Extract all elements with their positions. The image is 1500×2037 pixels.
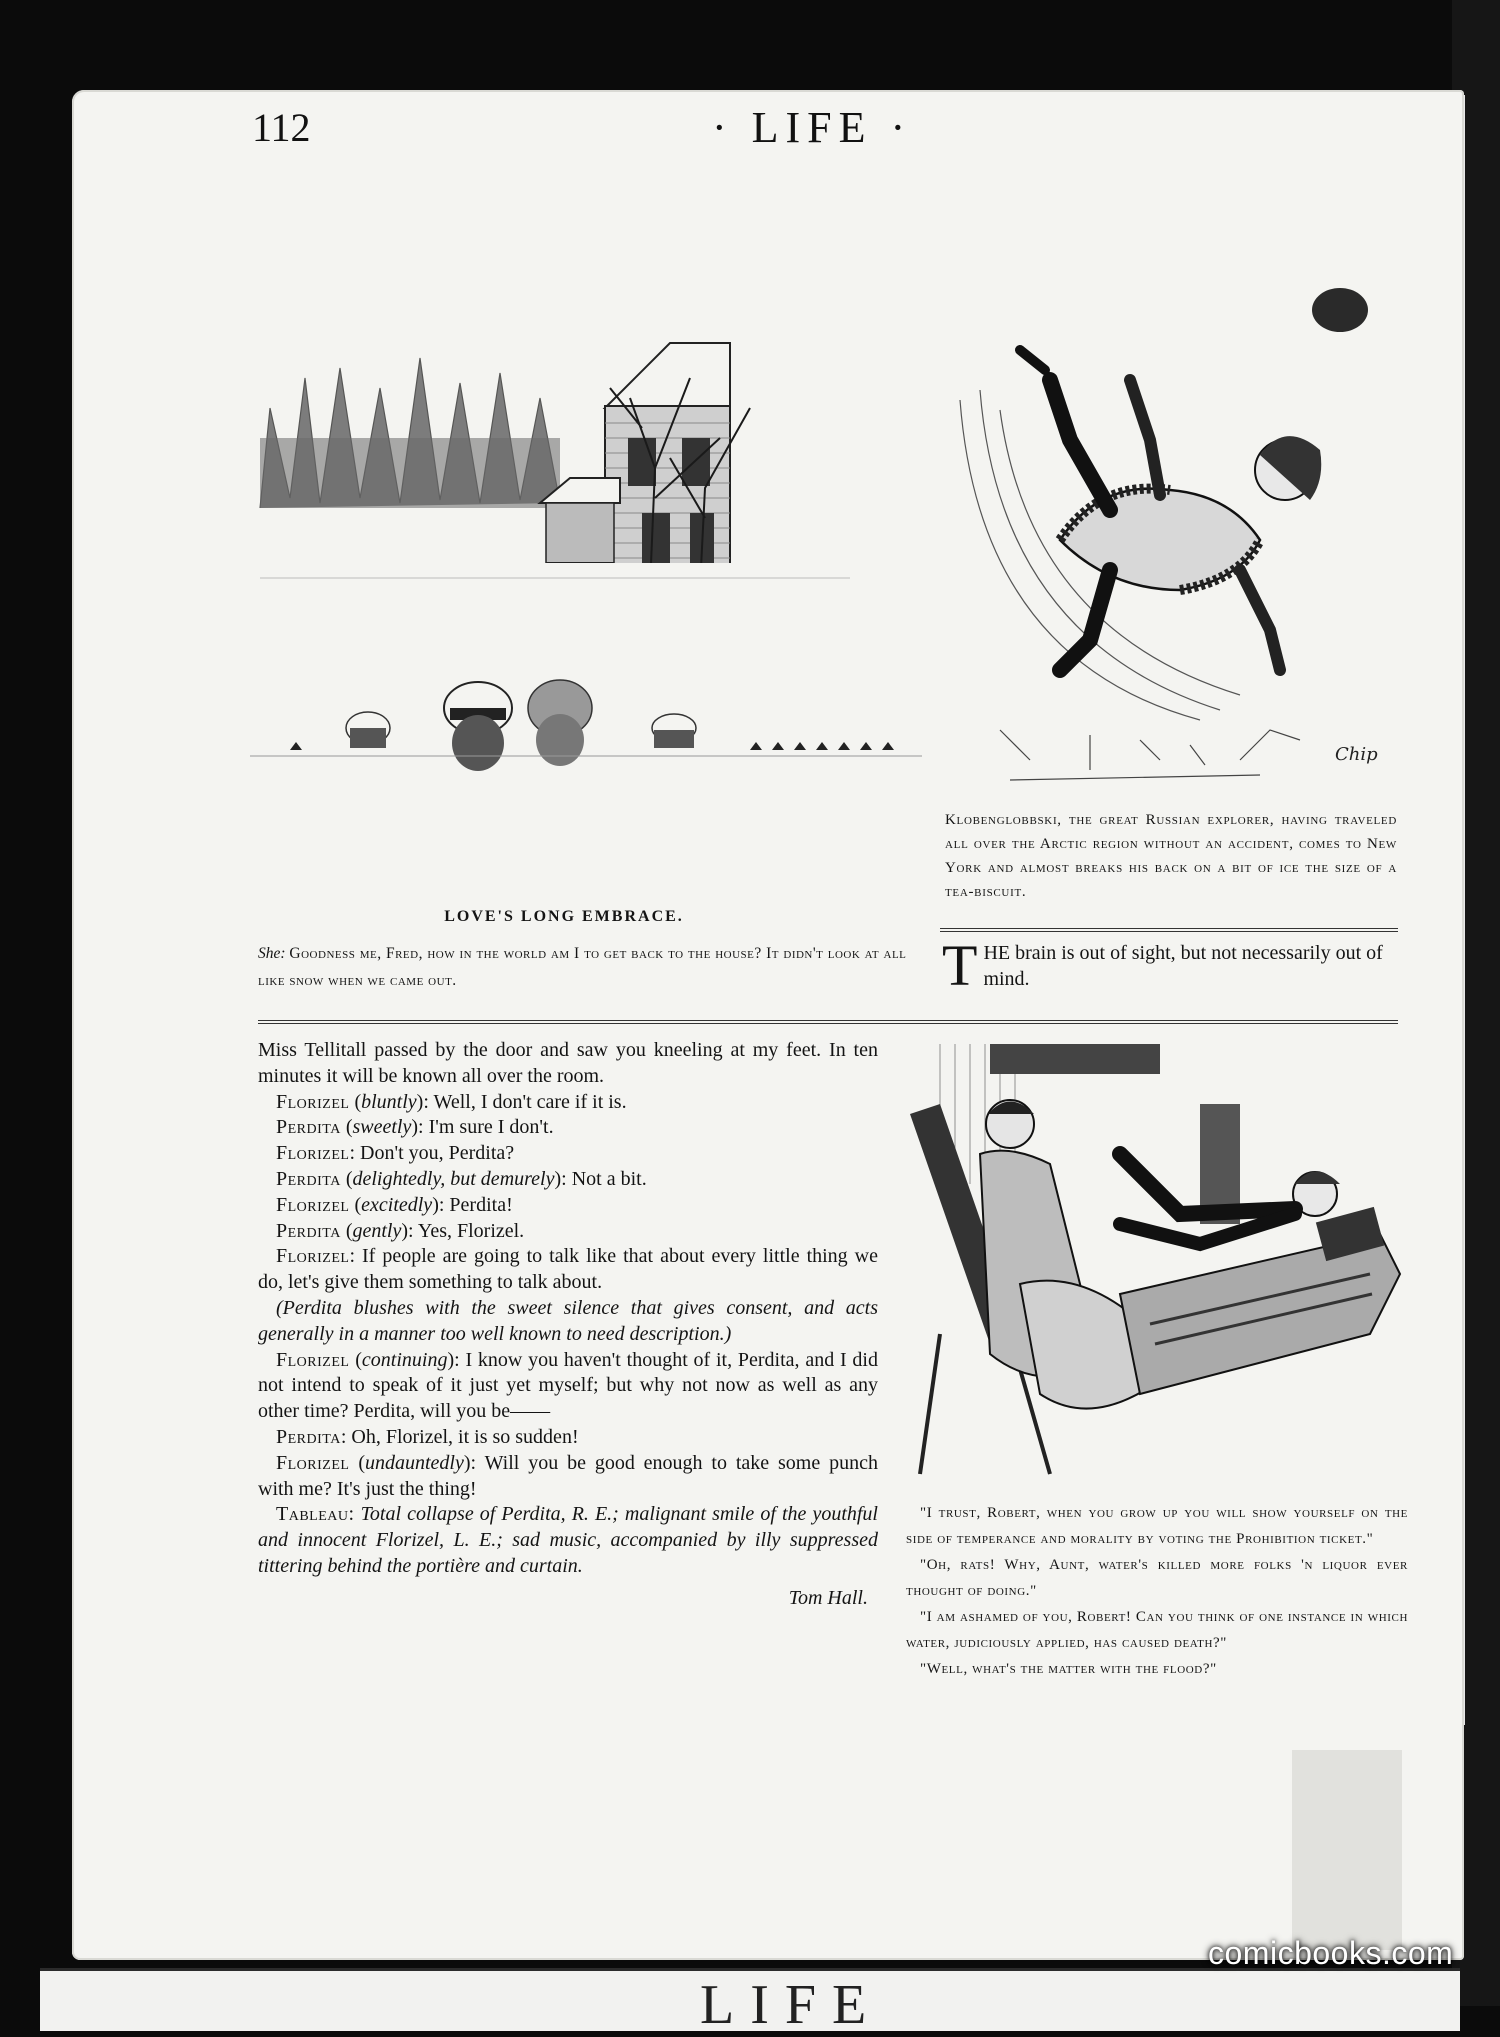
speaker-name: Florizel bbox=[276, 1245, 350, 1268]
dialog-text: Well, I don't care if it is. bbox=[433, 1090, 627, 1113]
dialog-line: Florizel (bluntly): Well, I don't care if it is. bbox=[276, 1090, 627, 1113]
section-divider bbox=[258, 1020, 1398, 1024]
tableau bbox=[258, 1502, 878, 1579]
dialog-text: If people are going to talk like that about every little thing we do, let's give them something to talk about. bbox=[258, 1245, 878, 1294]
dialog-text: Yes, Florizel. bbox=[417, 1219, 525, 1242]
love-cartoon-speaker: She: bbox=[258, 945, 286, 962]
short-divider bbox=[940, 928, 1398, 932]
stage-direction-inline: bluntly bbox=[361, 1090, 417, 1113]
dialog-text: Don't you, Perdita? bbox=[360, 1142, 515, 1165]
speaker-name: Florizel bbox=[276, 1142, 350, 1165]
speaker-name: Florizel bbox=[276, 1090, 350, 1113]
stage-direction-inline: undauntedly bbox=[364, 1451, 464, 1474]
russian-explorer-illustration bbox=[940, 240, 1398, 800]
speaker-name: Perdita bbox=[276, 1116, 341, 1139]
dialog-line: Florizel: Don't you, Perdita? bbox=[276, 1142, 515, 1165]
brain-paragraph bbox=[942, 933, 1397, 998]
dialog-line: Perdita (delightedly, but demurely): Not a bit. bbox=[276, 1167, 647, 1190]
dialog-text: Perdita! bbox=[449, 1193, 513, 1216]
robert-dialog bbox=[906, 1500, 1408, 1682]
stage-direction-inline: excitedly bbox=[361, 1193, 433, 1216]
tableau-label: Tableau: bbox=[276, 1503, 355, 1526]
dialog-text: Not a bit. bbox=[571, 1167, 647, 1190]
magazine-page bbox=[72, 90, 1464, 1960]
brain-text: HE brain is out of sight, but not necessarily out of mind. bbox=[983, 942, 1383, 990]
dialog-line: Florizel (undauntedly): Will you be good enough to take some punch with me? It's just the thing! bbox=[258, 1451, 878, 1500]
robert-paragraph: "I am ashamed of you, Robert! Can you think of one instance in which water, judiciously applied, has caused death?" bbox=[906, 1609, 1408, 1651]
story-author: Tom Hall. bbox=[788, 1586, 868, 1609]
page-number: 112 bbox=[252, 105, 311, 150]
love-cartoon-text: Goodness me, Fred, how in the world am I to get back to the house? It didn't look at all like snow when we came out. bbox=[258, 945, 907, 989]
stage-direction-inline: gently bbox=[352, 1219, 402, 1242]
speaker-name: Perdita bbox=[276, 1425, 341, 1448]
speaker-name: Florizel bbox=[276, 1348, 350, 1371]
speaker-name: Perdita bbox=[276, 1219, 341, 1242]
dialog-line: Perdita (gently): Yes, Florizel. bbox=[276, 1219, 525, 1242]
stage-direction-inline: delightedly, but demurely bbox=[352, 1167, 555, 1190]
speaker-name: Florizel bbox=[276, 1451, 350, 1474]
robert-paragraph: "Oh, rats! Why, Aunt, water's killed more folks 'n liquor ever thought of doing." bbox=[906, 1557, 1408, 1599]
drop-cap: T bbox=[942, 933, 978, 998]
story-opening: Miss Tellitall passed by the door and saw you kneeling at my feet. In ten minutes it will be known all over the room. bbox=[258, 1039, 878, 1087]
artist-signature: Chip bbox=[1335, 744, 1378, 765]
next-page-edge bbox=[40, 1968, 1460, 2036]
stage-direction-inline: sweetly bbox=[352, 1116, 412, 1139]
dialog-line: Perdita (sweetly): I'm sure I don't. bbox=[276, 1116, 554, 1139]
robert-paragraph: "I trust, Robert, when you grow up you will show yourself on the side of temperance and morality by voting the Prohibition ticket." bbox=[906, 1505, 1408, 1547]
masthead: · LIFE · bbox=[712, 103, 913, 152]
russian-explorer-caption: Klobenglobbski, the great Russian explorer, having traveled all over the Arctic region without an accident, comes to New York and almost breaks his back on a bit of ice the size of a tea-biscuit. bbox=[945, 812, 1397, 900]
dialog-text: I know you haven't thought of it, Perdita, and I did not intend to speak of it just yet myself; but why not now as well as any other time? Perdita, will you be—— bbox=[258, 1348, 878, 1423]
dialog-line: Florizel: If people are going to talk like that about every little thing we do, let's give them something to talk about. bbox=[258, 1245, 878, 1294]
dialog-block bbox=[258, 1090, 878, 1296]
next-page-masthead: LIFE bbox=[700, 1974, 883, 2036]
dialog-block bbox=[258, 1348, 878, 1503]
snow-scene-illustration bbox=[250, 288, 922, 808]
dialog-line: Florizel (excitedly): Perdita! bbox=[276, 1193, 513, 1216]
dialog-text: I'm sure I don't. bbox=[428, 1116, 554, 1139]
speaker-name: Florizel bbox=[276, 1193, 350, 1216]
tableau-text: Total collapse of Perdita, R. E.; malignant smile of the youthful and innocent Florizel, L. E.; sad music, accompanied by illy suppressed tittering behind the portière and curtain. bbox=[258, 1503, 878, 1577]
site-watermark: comicbooks.com bbox=[1208, 1935, 1454, 1971]
stage-direction: (Perdita blushes with the sweet silence that gives consent, and acts generally in a manner too well known to need description.) bbox=[258, 1296, 878, 1345]
robert-paragraph: "Well, what's the matter with the flood?" bbox=[920, 1661, 1217, 1677]
love-cartoon-title: LOVE'S LONG EMBRACE. bbox=[444, 908, 684, 925]
speaker-name: Perdita bbox=[276, 1167, 341, 1190]
dialog-line: Florizel (continuing): I know you haven't thought of it, Perdita, and I did not intend to speak of it just yet myself; but why not now as well as any other time? Perdita, will you be—— bbox=[258, 1348, 878, 1423]
dialog-text: Oh, Florizel, it is so sudden! bbox=[351, 1425, 579, 1448]
robert-aunt-illustration bbox=[900, 1034, 1412, 1482]
love-cartoon-dialog bbox=[258, 940, 934, 994]
stage-direction-inline: continuing bbox=[361, 1348, 448, 1371]
tellitall-story bbox=[258, 1038, 878, 1612]
dialog-line: Perdita: Oh, Florizel, it is so sudden! bbox=[276, 1425, 579, 1448]
dialog-text: Will you be good enough to take some punch with me? It's just the thing! bbox=[258, 1451, 878, 1500]
